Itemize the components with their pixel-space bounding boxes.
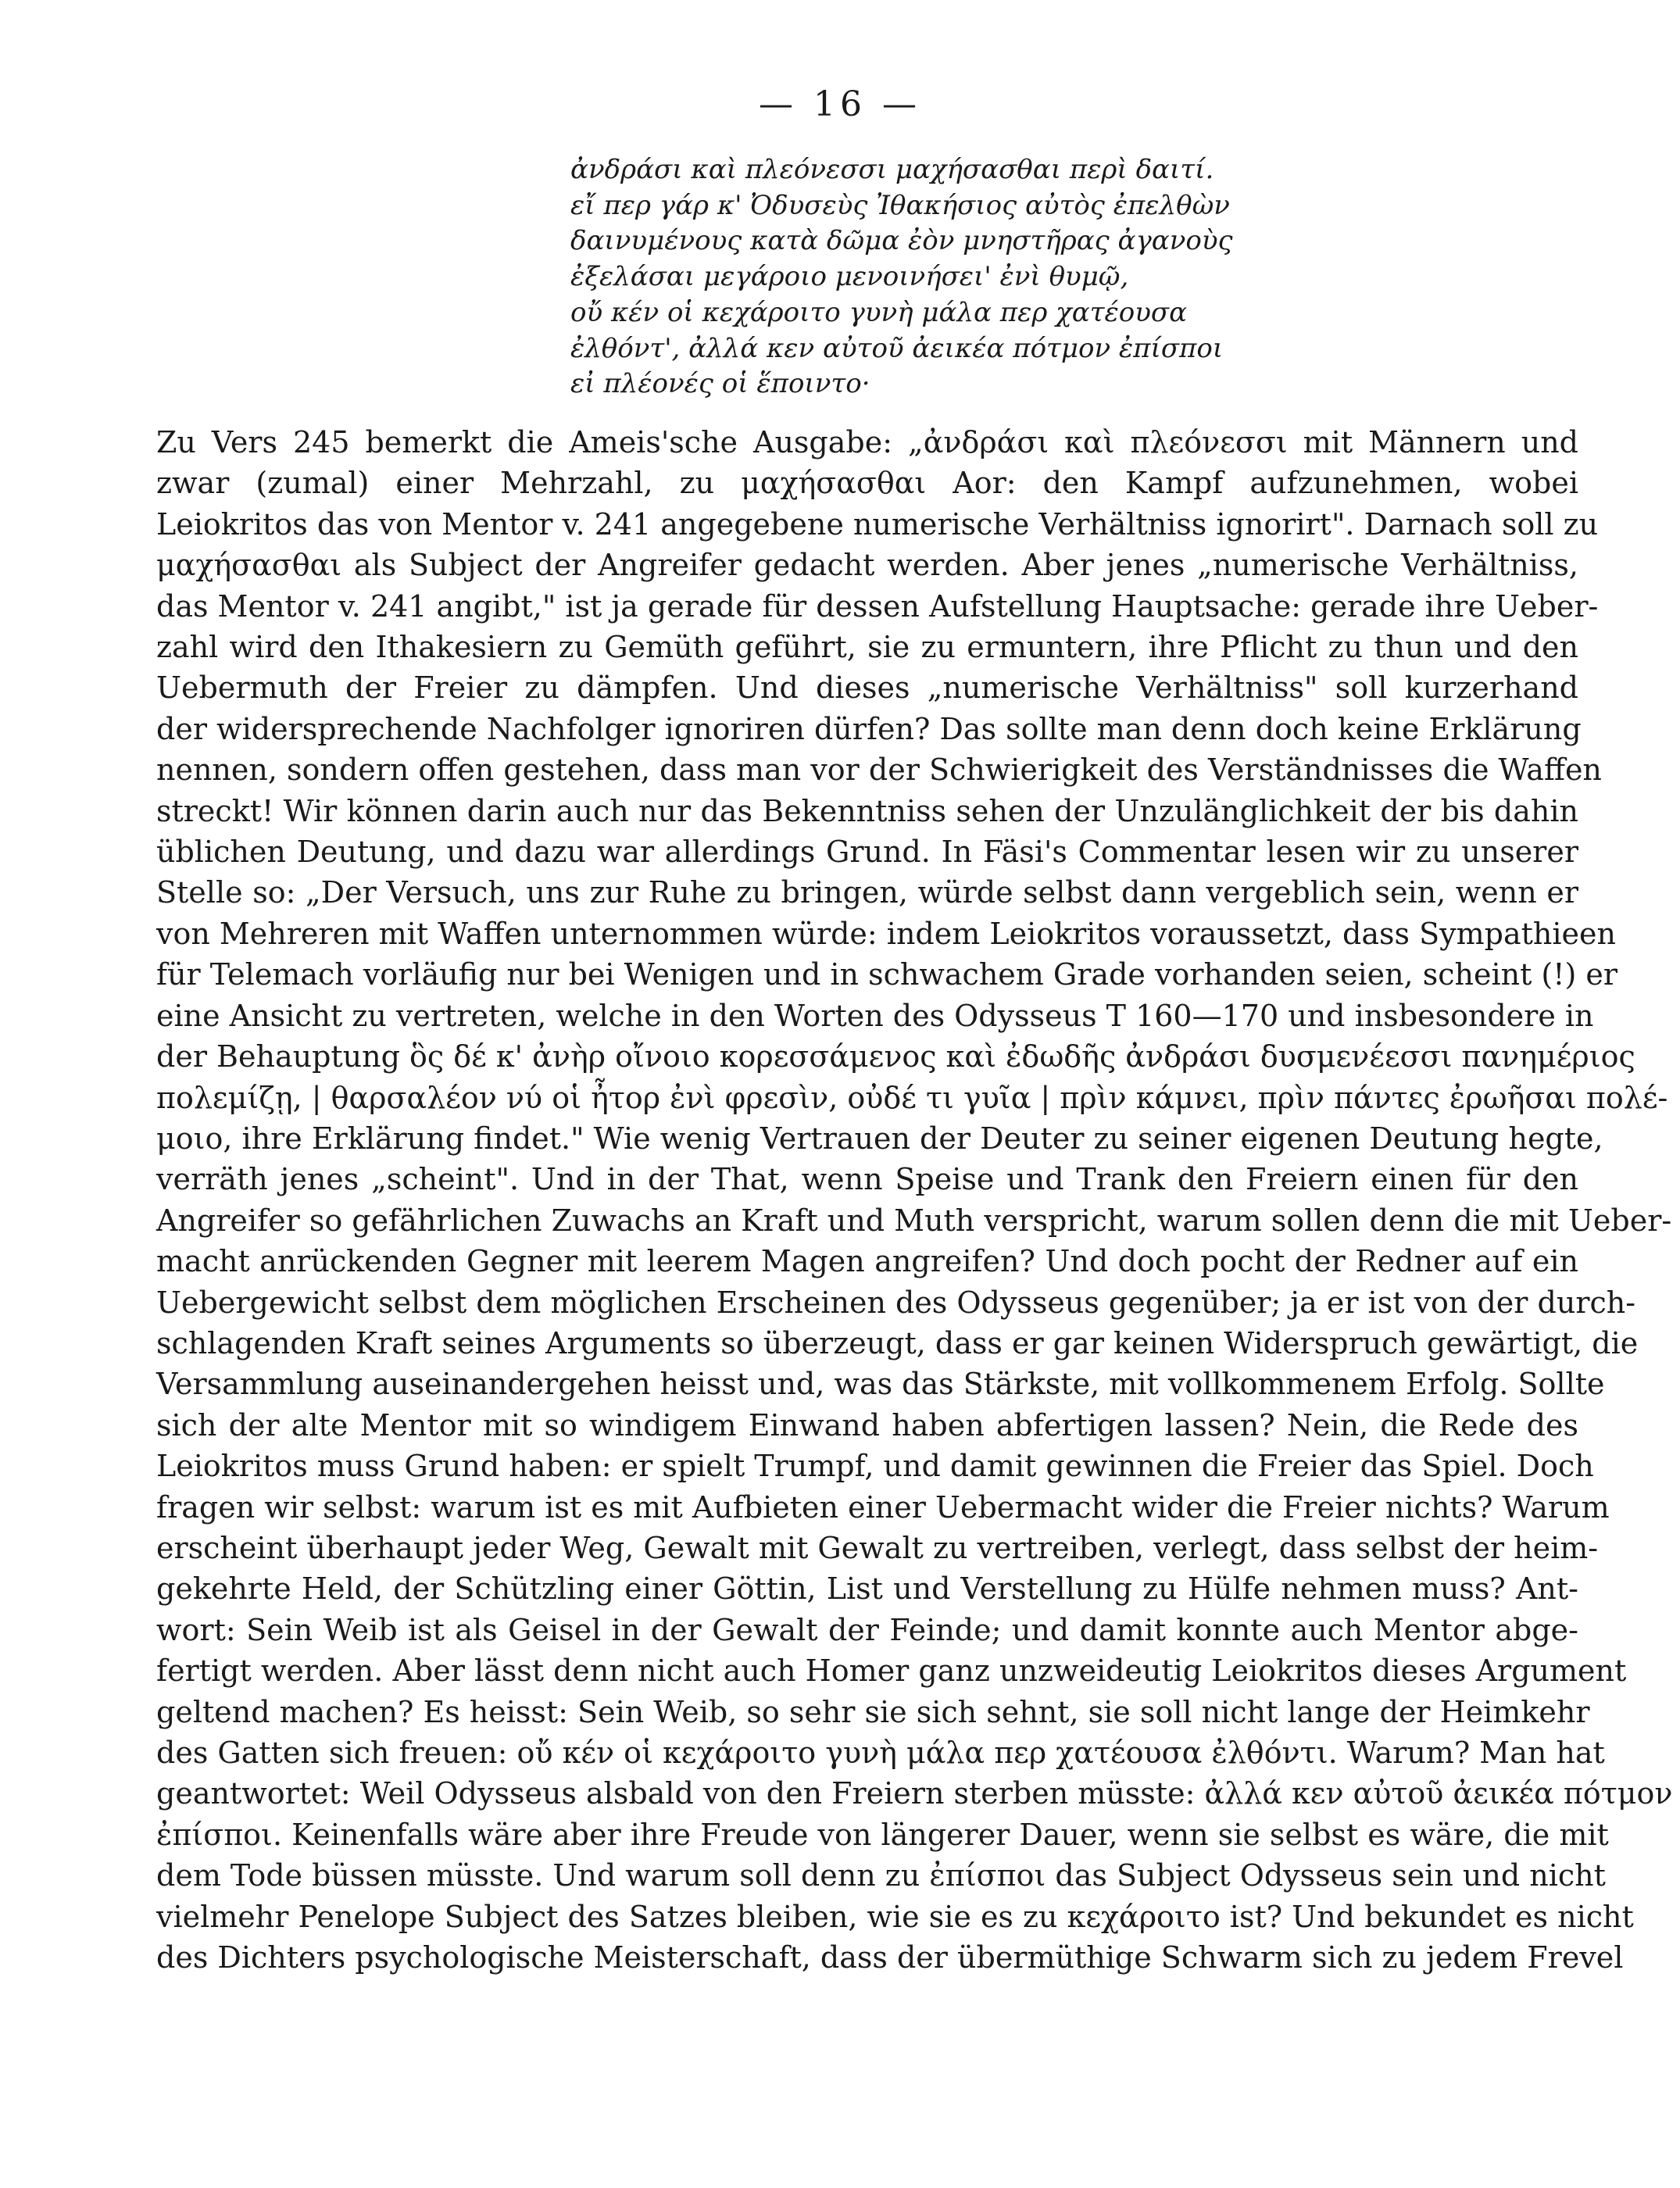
text-line: des Gatten sich freuen: οὔ κέν οἱ κεχάροιτο γυνὴ μάλα περ χατέουσα ἐλθόντι. Warum? Man hat <box>156 1736 1605 1770</box>
verse-line: οὔ κέν οἱ κεχάροιτο γυνὴ μάλα περ χατέουσα <box>570 296 1188 328</box>
text-line: Angreifer so gefährlichen Zuwachs an Kraft und Muth verspricht, warum sollen denn die mit Ueber- <box>156 1203 1672 1238</box>
text-line: der widersprechende Nachfolger ignoriren dürfen? Das sollte man denn doch keine Erklärung <box>156 711 1582 746</box>
text-line: fertigt werden. Aber lässt denn nicht auch Homer ganz unzweideutig Leiokritos dieses Argument <box>156 1654 1627 1689</box>
text-line: sich der alte Mentor mit so windigem Einwand haben abfertigen lassen? Nein, die Rede des <box>156 1407 1578 1443</box>
text-line: für Telemach vorläufig nur bei Wenigen und in schwachem Grade vorhanden seien, scheint (!) er <box>156 957 1618 992</box>
text-line: ἐπίσποι. Keinenfalls wäre aber ihre Freude von längerer Dauer, wenn sie selbst es wäre, die mit <box>156 1817 1609 1852</box>
verse-line: ἐλθόντ', ἀλλά κεν αὐτοῦ ἀεικέα πότμον ἐπίσποι <box>570 332 1224 364</box>
text-line: vielmehr Penelope Subject des Satzes bleiben, wie sie es zu κεχάροιτο ist? Und bekundet es nicht <box>156 1899 1634 1934</box>
text-line: Stelle so: „Der Versuch, uns zur Ruhe zu bringen, würde selbst dann vergeblich sein, wenn er <box>156 875 1578 910</box>
text-line: streckt! Wir können darin auch nur das Bekenntniss sehen der Unzulänglichkeit der bis dahin <box>156 793 1578 828</box>
text-line: eine Ansicht zu vertreten, welche in den Worten des Odysseus T 160—170 und insbesondere in <box>156 998 1594 1033</box>
text-line: geltend machen? Es heisst: Sein Weib, so sehr sie sich sehnt, sie soll nicht lange der Heimkehr <box>156 1694 1590 1729</box>
text-line: macht anrückenden Gegner mit leerem Magen angreifen? Und doch pocht der Redner auf ein <box>156 1244 1578 1279</box>
text-line: dem Tode büssen müsste. Und warum soll denn zu ἐπίσποι das Subject Odysseus sein und nicht <box>156 1858 1606 1893</box>
verse-line: εἰ πλέονές οἱ ἕποιντο· <box>570 368 870 400</box>
text-line: fragen wir selbst: warum ist es mit Aufbieten einer Uebermacht wider die Freier nichts? Warum <box>156 1489 1610 1525</box>
body-text <box>156 422 1673 1978</box>
page-number: — 16 — <box>759 84 921 124</box>
text-line: nennen, sondern offen gestehen, dass man vor der Schwierigkeit des Verständnisses die Waffen <box>156 753 1602 788</box>
text-line: der Behauptung ὃς δέ κ' ἀνὴρ οἴνοιο κορεσσάμενος καὶ ἐδωδῆς ἀνδράσι δυσμενέεσσι πανημέριος <box>156 1039 1635 1074</box>
text-line: Leiokritos muss Grund haben: er spielt Trumpf, und damit gewinnen die Freier das Spiel. Doch <box>156 1449 1594 1484</box>
text-line: verräth jenes „scheint". Und in der That, wenn Speise und Trank den Freiern einen für den <box>156 1162 1578 1197</box>
text-line: üblichen Deutung, und dazu war allerdings Grund. In Fäsi's Commentar lesen wir zu unserer <box>156 835 1578 870</box>
verse-line: ἀνδράσι καὶ πλεόνεσσι μαχήσασθαι περὶ δαιτί. <box>570 154 1214 185</box>
text-line: wort: Sein Weib ist als Geisel in der Gewalt der Feinde; und damit konnte auch Mentor abge- <box>156 1612 1578 1647</box>
text-line: geantwortet: Weil Odysseus alsbald von den Freiern sterben müsste: ἀλλά κεν αὐτοῦ ἀεικέα πότμον <box>156 1776 1673 1811</box>
text-line: Zu Vers 245 bemerkt die Ameis'sche Ausgabe: „ἀνδράσι καὶ πλεόνεσσι mit Männern und <box>156 425 1578 459</box>
text-line: Uebergewicht selbst dem möglichen Erscheinen des Odysseus gegenüber; ja er ist von der durch- <box>156 1285 1636 1320</box>
text-line: erscheint überhaupt jeder Weg, Gewalt mit Gewalt zu vertreiben, verlegt, dass selbst der heim- <box>156 1530 1599 1565</box>
text-line: des Dichters psychologische Meisterschaft, dass der übermüthige Schwarm sich zu jedem Frevel <box>156 1940 1624 1975</box>
text-line: von Mehreren mit Waffen unternommen würde: indem Leiokritos voraussetzt, dass Sympathieen <box>156 916 1616 951</box>
verse-line: δαινυμένους κατὰ δῶμα ἐὸν μνηστῆρας ἀγανοὺς <box>570 225 1233 257</box>
greek-verse-quotation <box>570 152 1586 402</box>
verse-line: εἴ περ γάρ κ' Ὀδυσεὺς Ἰθακήσιος αὐτὸς ἐπελθὼν <box>570 189 1230 221</box>
text-line: Leiokritos das von Mentor v. 241 angegebene numerische Verhältniss ignorirt". Darnach soll zu <box>156 506 1599 542</box>
text-line: πολεμίζῃ, | θαρσαλέον νύ οἱ ἦτορ ἐνὶ φρεσὶν, οὐδέ τι γυῖα | πρὶν κάμνει, πρὶν πάντες ἐρωῆσαι πολέ- <box>156 1080 1668 1115</box>
verse-line: ἐξελάσαι μεγάροιο μενοινήσει' ἐνὶ θυμῷ, <box>570 261 1129 293</box>
text-line: Uebermuth der Freier zu dämpfen. Und dieses „numerische Verhältniss" soll kurzerhand <box>156 670 1578 706</box>
text-line: zwar (zumal) einer Mehrzahl, zu μαχήσασθαι Aor: den Kampf aufzunehmen, wobei <box>156 466 1578 501</box>
text-line: μοιο, ihre Erklärung findet." Wie wenig Vertrauen der Deuter zu seiner eigenen Deutung hegte, <box>156 1121 1603 1156</box>
text-line: das Mentor v. 241 angibt," ist ja gerade für dessen Aufstellung Hauptsache: gerade ihre Ueber- <box>156 588 1599 624</box>
text-line: μαχήσασθαι als Subject der Angreifer gedacht werden. Aber jenes „numerische Verhältniss, <box>156 548 1578 583</box>
text-line: gekehrte Held, der Schützling einer Göttin, List und Verstellung zu Hülfe nehmen muss? Ant- <box>156 1571 1578 1607</box>
text-line: Versammlung auseinandergehen heisst und, was das Stärkste, mit vollkommenem Erfolg. Sollte <box>156 1367 1605 1402</box>
text-line: schlagenden Kraft seines Arguments so überzeugt, dass er gar keinen Widerspruch gewärtigt, die <box>156 1325 1639 1360</box>
text-line: zahl wird den Ithakesiern zu Gemüth geführt, sie zu ermuntern, ihre Pflicht zu thun und den <box>156 630 1578 665</box>
